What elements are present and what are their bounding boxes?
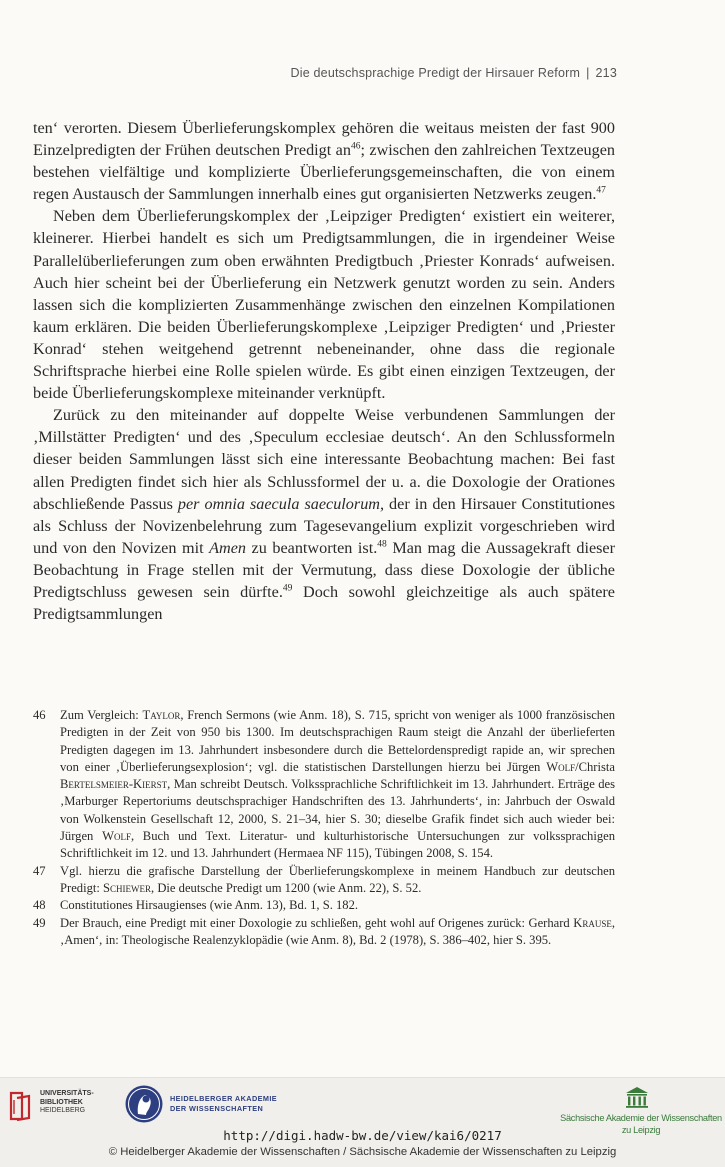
text-run: Zurück zu den miteinander auf doppelte Weise verbundenen Sammlungen der ‚Millstätter Predigten‘ und des ‚Speculum ecclesiae deutsch‘. An den Schlussformeln dieser beiden Sammlungen lässt sich eine interessante Beobachtung machen: Bei fast allen Predigten findet sich hier als Schlussformel der u. a. die Doxologie der Orationes abschließende Passus <box>33 406 615 513</box>
text-run: der in den Hirsauer Constitutiones als Schluss der Novizenbelehrung zum Tagesevangelium explizit vorgeschrieben wird und von den Novizen mit <box>33 494 616 557</box>
ub-heidelberg-name[interactable] <box>40 1090 94 1116</box>
hadw-seal-icon[interactable] <box>124 1084 164 1124</box>
permalink-url[interactable]: http://digi.hadw-bw.de/view/kai6/0217 <box>223 1128 502 1143</box>
page-number: 213 <box>595 66 617 80</box>
latin-quote: per omnia saecula saeculorum, <box>177 494 385 513</box>
paragraph-3 <box>33 404 615 625</box>
saxon-academy-building-icon[interactable] <box>624 1086 650 1108</box>
ub-line-2: BIBLIOTHEK <box>40 1098 83 1106</box>
footnote-ref-46[interactable]: 46 <box>350 141 361 152</box>
ub-line-3: HEIDELBERG <box>40 1107 86 1114</box>
author-name: Krause <box>573 915 612 930</box>
footnote-number: 46 <box>33 708 46 722</box>
text-run: Constitutiones Hirsaugienses (wie Anm. 13), Bd. 1, S. 182. <box>60 898 359 913</box>
paragraph-2: Neben dem Überlieferungskomplex der ‚Leipziger Predigten‘ existiert ein weiterer, kleinerer. Hierbei handelt es sich um Predigtsammlungen, die in irgendeiner Weise Parallelüberlieferungen zum oben erwähnten Predigtbuch ‚Priester Konrads‘ aufweisen. Auch hier scheint bei der Überlieferung ein Netzwerk genutzt worden zu sein. Anders lassen sich die komplizierten Zusammenhänge zwischen den einzelnen Kompilationen kaum erklären. Die beiden Überlieferungskomplexe ‚Leipziger Predigten‘ und ‚Priester Konrad‘ stehen weitgehend getrennt nebeneinander, ohne dass die regionale Schriftsprache hierbei eine Rolle spielen würde. Es gibt einen einzigen Textzeugen, der beide Überlieferungskomplexe miteinander verknüpft. <box>33 207 615 403</box>
footnote-number: 47 <box>33 863 46 878</box>
text-run: ; zwischen den zahlreichen Textzeugen bestehen vielfältige und komplizierte Überlieferungsgemeinschaften, die von einem regen Austausch der Sammlungen innerhalb eines gut organisierten Netzwerks zeugen. <box>33 141 615 204</box>
author-name: Taylor <box>142 708 181 722</box>
saxon-line-2: zu Leipzig <box>621 1125 661 1135</box>
hadw-line-1: HEIDELBERGER AKADEMIE <box>170 1094 278 1103</box>
text-run: Vgl. hierzu die grafische Darstellung der Überlieferungskomplexe in meinem Handbuch zur deutschen Predigt: <box>60 863 615 895</box>
footnote-48 <box>33 897 615 914</box>
running-head <box>290 66 617 80</box>
running-head-separator: | <box>586 66 590 80</box>
text-run: ten‘ verorten. Diesem Überlieferungskomplex gehören die weitaus meisten der fast 900 Einzelpredigten der Frühen deutschen Predigt an <box>33 119 615 160</box>
footnote-number: 49 <box>33 915 46 930</box>
ub-heidelberg-logo-icon[interactable] <box>8 1090 34 1122</box>
footnote-47 <box>33 863 615 898</box>
body-text <box>33 117 615 625</box>
text-run: Der Brauch, eine Predigt mit einer Doxologie zu schließen, geht wohl auf Origenes zurück: Gerhard <box>60 915 574 930</box>
footnote-number: 48 <box>33 898 46 913</box>
latin-quote: Amen <box>209 538 246 557</box>
running-head-title: Die deutschsprachige Predigt der Hirsauer Reform <box>290 66 581 80</box>
author-name: Wolf <box>546 759 576 774</box>
footnotes <box>33 707 615 949</box>
footnote-46 <box>33 707 615 863</box>
text-run: , ‚Amen‘, in: Theologische Realenzyklopädie (wie Anm. 8), Bd. 2 (1978), S. 386–402, hier S. 395. <box>60 915 615 947</box>
author-name: Schiewer <box>103 880 152 895</box>
text-run: /Christa <box>575 759 615 774</box>
text-run: , French Sermons (wie Anm. 18), S. 715, spricht von weniger als 1000 französischen Predigten in der Zeit von 950 bis 1300. Im deutschsprachigen Raum steigt die Anzahl der überlieferten Predigten dagegen im 13. Jahrhundert insbesondere durch die Bettelordenspredigt rapide an, wir sprechen von einer ‚Überlieferungsexplosion‘; vgl. die statistischen Darstellungen hierzu bei Jürgen <box>60 708 615 774</box>
text-run: Doch sowohl gleichzeitige als auch spätere Predigtsammlungen <box>33 582 615 624</box>
hadw-line-2: DER WISSENSCHAFTEN <box>170 1103 264 1113</box>
hadw-name[interactable] <box>170 1094 277 1113</box>
paragraph-1 <box>33 117 615 205</box>
text-run: , Buch und Text. Literatur- und kulturhistorische Untersuchungen zur volkssprachigen Schriftlichkeit im 12. und 13. Jahrhundert (Hermaea NF 115), Tübingen 2008, S. 154. <box>60 829 615 861</box>
text-run: Man mag die Aussagekraft dieser Beobachtung in Frage stellen mit der Vermutung, dass diese Doxologie der übliche Predigtschluss gewesen sein dürfte. <box>33 538 616 601</box>
footnote-ref-49[interactable]: 49 <box>282 583 293 594</box>
footnote-ref-47[interactable]: 47 <box>596 185 606 196</box>
footnote-49 <box>33 915 615 950</box>
ub-line-1: UNIVERSITÄTS- <box>40 1090 94 1097</box>
text-run: Zum Vergleich: <box>60 708 143 722</box>
copyright-notice: © Heidelberger Akademie der Wissenschaften / Sächsische Akademie der Wissenschaften zu Leipzig <box>108 1146 617 1158</box>
author-name: Bertelsmeier-Kierst <box>60 777 168 792</box>
saxon-line-1: Sächsische Akademie der Wissenschaften <box>560 1113 722 1123</box>
text-run: , Die deutsche Predigt um 1200 (wie Anm. 22), S. 52. <box>151 880 422 895</box>
text-run: , Man schreibt Deutsch. Volkssprachliche Schriftlichkeit im 13. Jahrhundert. Erträge des ‚Marburger Repertoriums deutschsprachiger Handschriften des 13. Jahrhunderts‘, in: Jahrbuch der Oswald von Wolkenstein Gesellschaft 12, 2000, S. 21–34, hier S. 30; dieselbe Grafik findet sich auch wieder bei: Jürgen <box>60 777 615 844</box>
text-run: zu beantworten ist. <box>245 538 378 557</box>
author-name: Wolf <box>102 829 131 844</box>
footnote-ref-48[interactable]: 48 <box>377 539 387 550</box>
